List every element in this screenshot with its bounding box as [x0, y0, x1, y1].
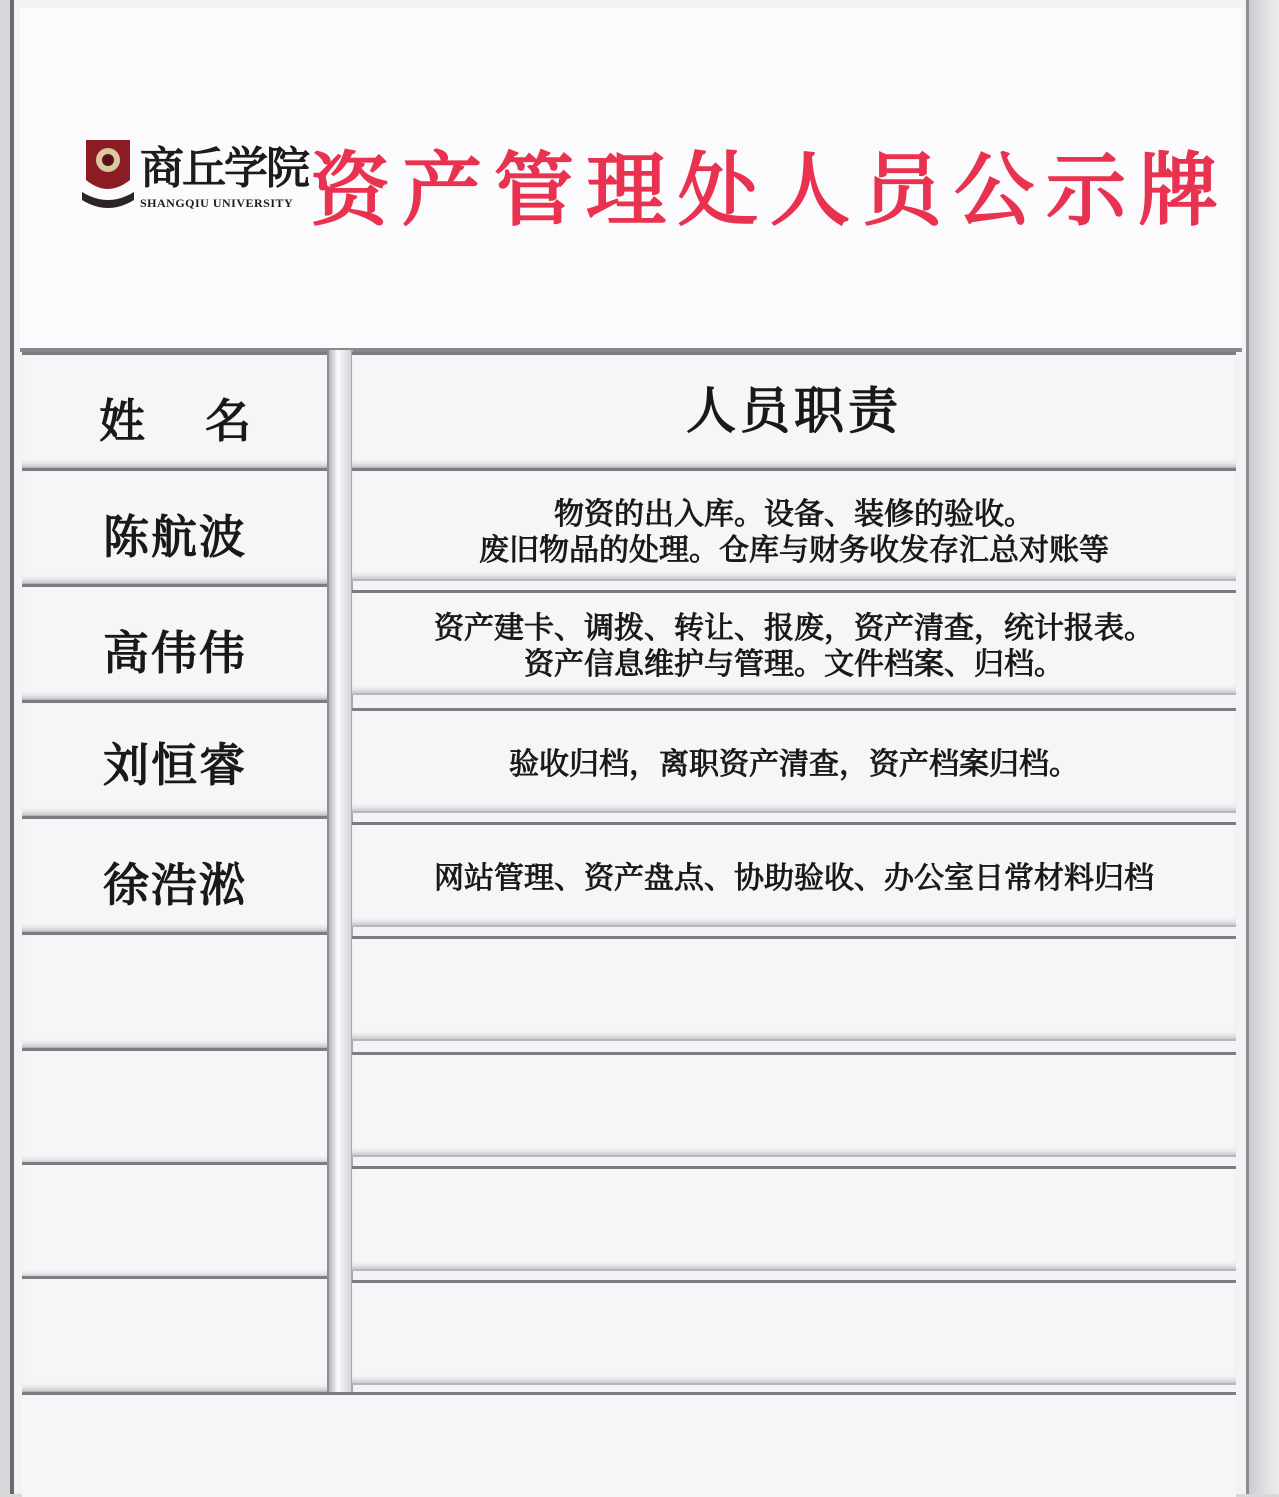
empty-name-slot: [22, 932, 328, 1049]
duty-slot: [352, 822, 1236, 927]
empty-name-slot: [22, 1048, 328, 1165]
duty-header-slot: [352, 352, 1236, 469]
empty-duty-slot: [352, 936, 1236, 1041]
empty-duty-slot: [352, 1280, 1236, 1385]
name-slot: [22, 816, 328, 933]
duty-line: 资产建卡、调拨、转让、报废，资产清查，统计报表。: [434, 611, 1154, 646]
duty-slot: [352, 468, 1236, 581]
empty-duty-slot: [352, 1166, 1236, 1271]
duty-column-header: 人员职责: [686, 381, 902, 440]
university-logo: [80, 130, 308, 224]
name-slot: [22, 700, 328, 817]
duty-line: 物资的出入库。设备、装修的验收。: [554, 497, 1034, 532]
empty-duty-slot: [352, 1052, 1236, 1157]
person-name: 陈航波: [103, 510, 247, 564]
name-column-header: 姓名: [99, 394, 311, 448]
duty-line: 废旧物品的处理。仓库与财务收发存汇总对账等: [479, 533, 1109, 568]
name-slot: [22, 468, 328, 585]
name-slot: [22, 584, 328, 701]
board-header: [20, 8, 1242, 352]
duty-line: 网站管理、资产盘点、协助验收、办公室日常材料归档: [434, 861, 1154, 896]
column-divider-post: [327, 350, 353, 1392]
board-title: 资产管理处人员公示牌: [310, 143, 1230, 237]
logo-chinese-text: 商丘学院: [140, 143, 308, 194]
person-name: 刘恒睿: [103, 738, 247, 792]
empty-name-slot: [22, 1162, 328, 1279]
name-header-slot: [22, 352, 328, 469]
logo-english-text: SHANGQIU UNIVERSITY: [140, 196, 294, 210]
wall-background: [1244, 0, 1279, 1494]
person-name: 高伟伟: [103, 626, 247, 680]
duty-line: 验收归档，离职资产清查，资产档案归档。: [509, 747, 1079, 782]
duty-slot: [352, 708, 1236, 813]
duty-line: 资产信息维护与管理。文件档案、归档。: [524, 647, 1064, 682]
empty-name-slot: [22, 1276, 328, 1393]
person-name: 徐浩淞: [103, 858, 247, 912]
university-emblem-icon: [80, 136, 136, 216]
duty-slot: [352, 590, 1236, 695]
bottom-panel: [22, 1392, 1236, 1497]
